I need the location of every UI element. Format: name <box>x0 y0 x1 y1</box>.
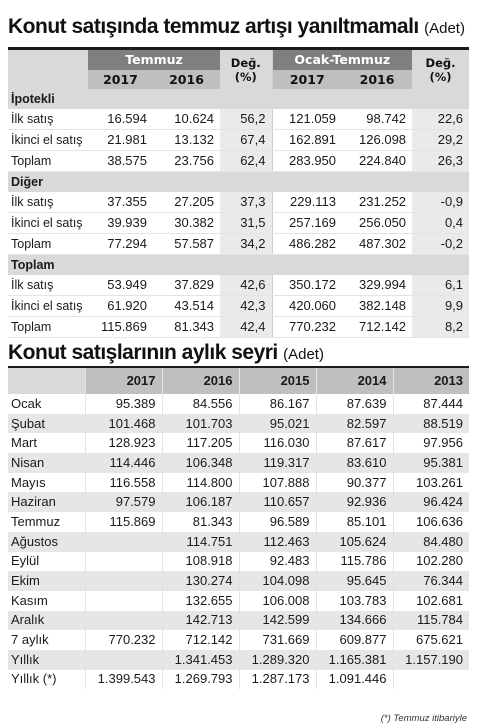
table-cell: 26,3 <box>412 151 469 172</box>
row-label: İlk satış <box>8 192 88 213</box>
table-cell: 103.783 <box>316 591 393 611</box>
table-row <box>8 650 469 670</box>
table-row <box>8 109 469 130</box>
table2-header-row <box>8 368 469 394</box>
table-cell: 27.205 <box>153 192 220 213</box>
table-cell: 116.030 <box>239 433 316 453</box>
table-cell: 77.294 <box>88 234 153 255</box>
table-cell <box>85 532 162 552</box>
table-cell: 102.681 <box>393 591 469 611</box>
table-cell: 84.556 <box>162 394 239 414</box>
table-row <box>8 552 469 572</box>
table-cell: 16.594 <box>88 109 153 130</box>
table-cell: 0,4 <box>412 213 469 234</box>
table-cell: 86.167 <box>239 394 316 414</box>
table-cell: 29,2 <box>412 130 469 151</box>
table-row <box>8 213 469 234</box>
monthly-sales-table <box>8 368 469 689</box>
table-cell: 229.113 <box>272 192 342 213</box>
table-cell: 53.949 <box>88 275 153 296</box>
table-cell: 712.142 <box>342 317 412 338</box>
table-cell: 42,3 <box>220 296 272 317</box>
table1-title-text: Konut satışında temmuz artışı yanıltmamalı <box>8 15 419 38</box>
table-cell: 106.187 <box>162 492 239 512</box>
jan-jul-year-2016: 2016 <box>342 70 412 89</box>
july-year-2016: 2016 <box>153 70 220 89</box>
table-cell: 420.060 <box>272 296 342 317</box>
month-label: Kasım <box>8 591 85 611</box>
jan-jul-group-header: Ocak-Temmuz <box>272 50 412 70</box>
table-cell: 675.621 <box>393 630 469 650</box>
table-row <box>8 591 469 611</box>
table-row <box>8 151 469 172</box>
table-cell: 90.377 <box>316 473 393 493</box>
section-title: İpotekli <box>8 89 469 109</box>
table-cell: 130.274 <box>162 571 239 591</box>
table-row <box>8 296 469 317</box>
table-cell: 609.877 <box>316 630 393 650</box>
table-cell: 103.261 <box>393 473 469 493</box>
table-row <box>8 414 469 434</box>
table-row <box>8 275 469 296</box>
july-group-header: Temmuz <box>88 50 220 70</box>
table-cell: 1.157.190 <box>393 650 469 670</box>
table-cell: 37.829 <box>153 275 220 296</box>
table-cell: 21.981 <box>88 130 153 151</box>
section-row <box>8 255 469 276</box>
table-cell: 56,2 <box>220 109 272 130</box>
table-cell: 770.232 <box>272 317 342 338</box>
table-cell: 88.519 <box>393 414 469 434</box>
table-row <box>8 394 469 414</box>
table-cell: 115.869 <box>85 512 162 532</box>
table-cell: 106.636 <box>393 512 469 532</box>
table-cell: 101.703 <box>162 414 239 434</box>
table-cell: 87.639 <box>316 394 393 414</box>
table-cell: 97.956 <box>393 433 469 453</box>
jan-jul-change-label: Değ. <box>425 55 456 70</box>
table-cell: 102.280 <box>393 552 469 572</box>
month-label: Aralık <box>8 611 85 631</box>
month-label: Mart <box>8 433 85 453</box>
table-cell: 114.446 <box>85 453 162 473</box>
table-cell: 116.558 <box>85 473 162 493</box>
table-cell: 1.399.543 <box>85 670 162 690</box>
table-cell: 134.666 <box>316 611 393 631</box>
table-row <box>8 512 469 532</box>
table-cell: 128.923 <box>85 433 162 453</box>
table-row <box>8 670 469 690</box>
table-cell: 39.939 <box>88 213 153 234</box>
table-cell: 82.597 <box>316 414 393 434</box>
table-cell: 10.624 <box>153 109 220 130</box>
table-cell: 30.382 <box>153 213 220 234</box>
table-cell: 96.589 <box>239 512 316 532</box>
table-cell: 257.169 <box>272 213 342 234</box>
table-cell: 114.751 <box>162 532 239 552</box>
year-header-2014: 2014 <box>316 368 393 394</box>
table-cell <box>85 591 162 611</box>
july-change-header <box>220 50 272 89</box>
table-cell: 142.713 <box>162 611 239 631</box>
table-cell: 92.483 <box>239 552 316 572</box>
table-cell: 107.888 <box>239 473 316 493</box>
table-row <box>8 611 469 631</box>
table-cell: 43.514 <box>153 296 220 317</box>
table2-corner <box>8 368 85 394</box>
table-cell: 115.784 <box>393 611 469 631</box>
table-cell: 731.669 <box>239 630 316 650</box>
row-label: İlk satış <box>8 275 88 296</box>
table-row <box>8 630 469 650</box>
table-cell: 115.869 <box>88 317 153 338</box>
table-cell <box>85 552 162 572</box>
table-cell: 8,2 <box>412 317 469 338</box>
table-cell: 132.655 <box>162 591 239 611</box>
table-cell <box>85 611 162 631</box>
table-cell: 9,9 <box>412 296 469 317</box>
table-cell: 61.920 <box>88 296 153 317</box>
table-cell: 57.587 <box>153 234 220 255</box>
table-cell: 224.840 <box>342 151 412 172</box>
table-cell <box>85 571 162 591</box>
table-cell <box>85 650 162 670</box>
table-cell: 67,4 <box>220 130 272 151</box>
table-cell: 114.800 <box>162 473 239 493</box>
table-cell: 95.645 <box>316 571 393 591</box>
row-label: Toplam <box>8 317 88 338</box>
month-label: 7 aylık <box>8 630 85 650</box>
table-cell <box>393 670 469 690</box>
table-cell: 231.252 <box>342 192 412 213</box>
jan-jul-year-2017: 2017 <box>272 70 342 89</box>
table-cell: 42,4 <box>220 317 272 338</box>
table-cell: 85.101 <box>316 512 393 532</box>
table-cell: 95.381 <box>393 453 469 473</box>
table-cell: 1.287.173 <box>239 670 316 690</box>
row-label: İkinci el satış <box>8 213 88 234</box>
table-cell: 487.302 <box>342 234 412 255</box>
table-cell: 119.317 <box>239 453 316 473</box>
table-cell: 106.348 <box>162 453 239 473</box>
table-cell: 350.172 <box>272 275 342 296</box>
table-cell: 38.575 <box>88 151 153 172</box>
month-label: Eylül <box>8 552 85 572</box>
table-cell: 62,4 <box>220 151 272 172</box>
table-cell: 1.091.446 <box>316 670 393 690</box>
row-label: İkinci el satış <box>8 130 88 151</box>
table-cell: 98.742 <box>342 109 412 130</box>
table-cell: 34,2 <box>220 234 272 255</box>
table-cell: 126.098 <box>342 130 412 151</box>
month-label: Yıllık <box>8 650 85 670</box>
table-cell: 142.599 <box>239 611 316 631</box>
table-cell: 13.132 <box>153 130 220 151</box>
row-label: İkinci el satış <box>8 296 88 317</box>
table-cell: 382.148 <box>342 296 412 317</box>
table-cell: 121.059 <box>272 109 342 130</box>
july-change-unit: (%) <box>234 69 257 84</box>
table-cell: 105.624 <box>316 532 393 552</box>
table-cell: 83.610 <box>316 453 393 473</box>
row-label: İlk satış <box>8 109 88 130</box>
jan-jul-change-header <box>412 50 469 89</box>
footnote: (*) Temmuz itibariyle <box>380 713 467 724</box>
table-cell: 31,5 <box>220 213 272 234</box>
table-cell: 81.343 <box>162 512 239 532</box>
table-cell: 1.341.453 <box>162 650 239 670</box>
section-title: Toplam <box>8 255 469 276</box>
table-cell: 329.994 <box>342 275 412 296</box>
table-cell: 256.050 <box>342 213 412 234</box>
table-cell: 112.463 <box>239 532 316 552</box>
year-header-2015: 2015 <box>239 368 316 394</box>
month-label: Nisan <box>8 453 85 473</box>
month-label: Haziran <box>8 492 85 512</box>
month-label: Ocak <box>8 394 85 414</box>
year-header-2017: 2017 <box>85 368 162 394</box>
table-cell: 37.355 <box>88 192 153 213</box>
month-label: Ekim <box>8 571 85 591</box>
table1-corner <box>8 50 88 89</box>
table2-body <box>8 394 469 689</box>
table-cell: -0,2 <box>412 234 469 255</box>
row-label: Toplam <box>8 151 88 172</box>
table-cell: 97.579 <box>85 492 162 512</box>
table-cell: 1.165.381 <box>316 650 393 670</box>
year-header-2016: 2016 <box>162 368 239 394</box>
table-cell: 1.269.793 <box>162 670 239 690</box>
table-cell: 22,6 <box>412 109 469 130</box>
table-cell: 486.282 <box>272 234 342 255</box>
month-label: Yıllık (*) <box>8 670 85 690</box>
table-cell: 87.617 <box>316 433 393 453</box>
table-cell: 115.786 <box>316 552 393 572</box>
table-cell: 101.468 <box>85 414 162 434</box>
section-title: Diğer <box>8 172 469 193</box>
table-cell: 84.480 <box>393 532 469 552</box>
month-label: Ağustos <box>8 532 85 552</box>
table-row <box>8 532 469 552</box>
section-row <box>8 172 469 193</box>
table-cell: 95.021 <box>239 414 316 434</box>
table-cell: 712.142 <box>162 630 239 650</box>
table-cell: 95.389 <box>85 394 162 414</box>
table-cell: 42,6 <box>220 275 272 296</box>
table1-title <box>8 15 465 39</box>
table-cell: 1.289.320 <box>239 650 316 670</box>
table1-unit: (Adet) <box>424 20 465 37</box>
table-row <box>8 192 469 213</box>
table-row <box>8 433 469 453</box>
table-row <box>8 317 469 338</box>
table-cell: 770.232 <box>85 630 162 650</box>
row-label: Toplam <box>8 234 88 255</box>
table-row <box>8 130 469 151</box>
table-cell: 6,1 <box>412 275 469 296</box>
table-row <box>8 571 469 591</box>
table-cell: 37,3 <box>220 192 272 213</box>
month-label: Şubat <box>8 414 85 434</box>
section-row <box>8 89 469 109</box>
table-cell: 110.657 <box>239 492 316 512</box>
table-cell: 81.343 <box>153 317 220 338</box>
july-change-label: Değ. <box>230 55 261 70</box>
table1-body <box>8 89 469 338</box>
table-cell: 104.098 <box>239 571 316 591</box>
table-cell: 96.424 <box>393 492 469 512</box>
table-cell: 92.936 <box>316 492 393 512</box>
table-cell: 106.008 <box>239 591 316 611</box>
table2-title <box>8 341 324 365</box>
jan-jul-change-unit: (%) <box>429 69 452 84</box>
table-cell: 117.205 <box>162 433 239 453</box>
table-row <box>8 473 469 493</box>
month-label: Temmuz <box>8 512 85 532</box>
table1-group-header-row <box>8 50 469 70</box>
table2-title-text: Konut satışlarının aylık seyri <box>8 341 278 364</box>
table-cell: 87.444 <box>393 394 469 414</box>
table-cell: 162.891 <box>272 130 342 151</box>
month-label: Mayıs <box>8 473 85 493</box>
july-year-2017: 2017 <box>88 70 153 89</box>
table-cell: 108.918 <box>162 552 239 572</box>
table-cell: 76.344 <box>393 571 469 591</box>
table-row <box>8 492 469 512</box>
table2-unit: (Adet) <box>283 346 324 363</box>
table-row <box>8 453 469 473</box>
table-row <box>8 234 469 255</box>
mortgage-sales-table <box>8 50 469 338</box>
table-cell: 23.756 <box>153 151 220 172</box>
year-header-2013: 2013 <box>393 368 469 394</box>
table-cell: -0,9 <box>412 192 469 213</box>
table-cell: 283.950 <box>272 151 342 172</box>
